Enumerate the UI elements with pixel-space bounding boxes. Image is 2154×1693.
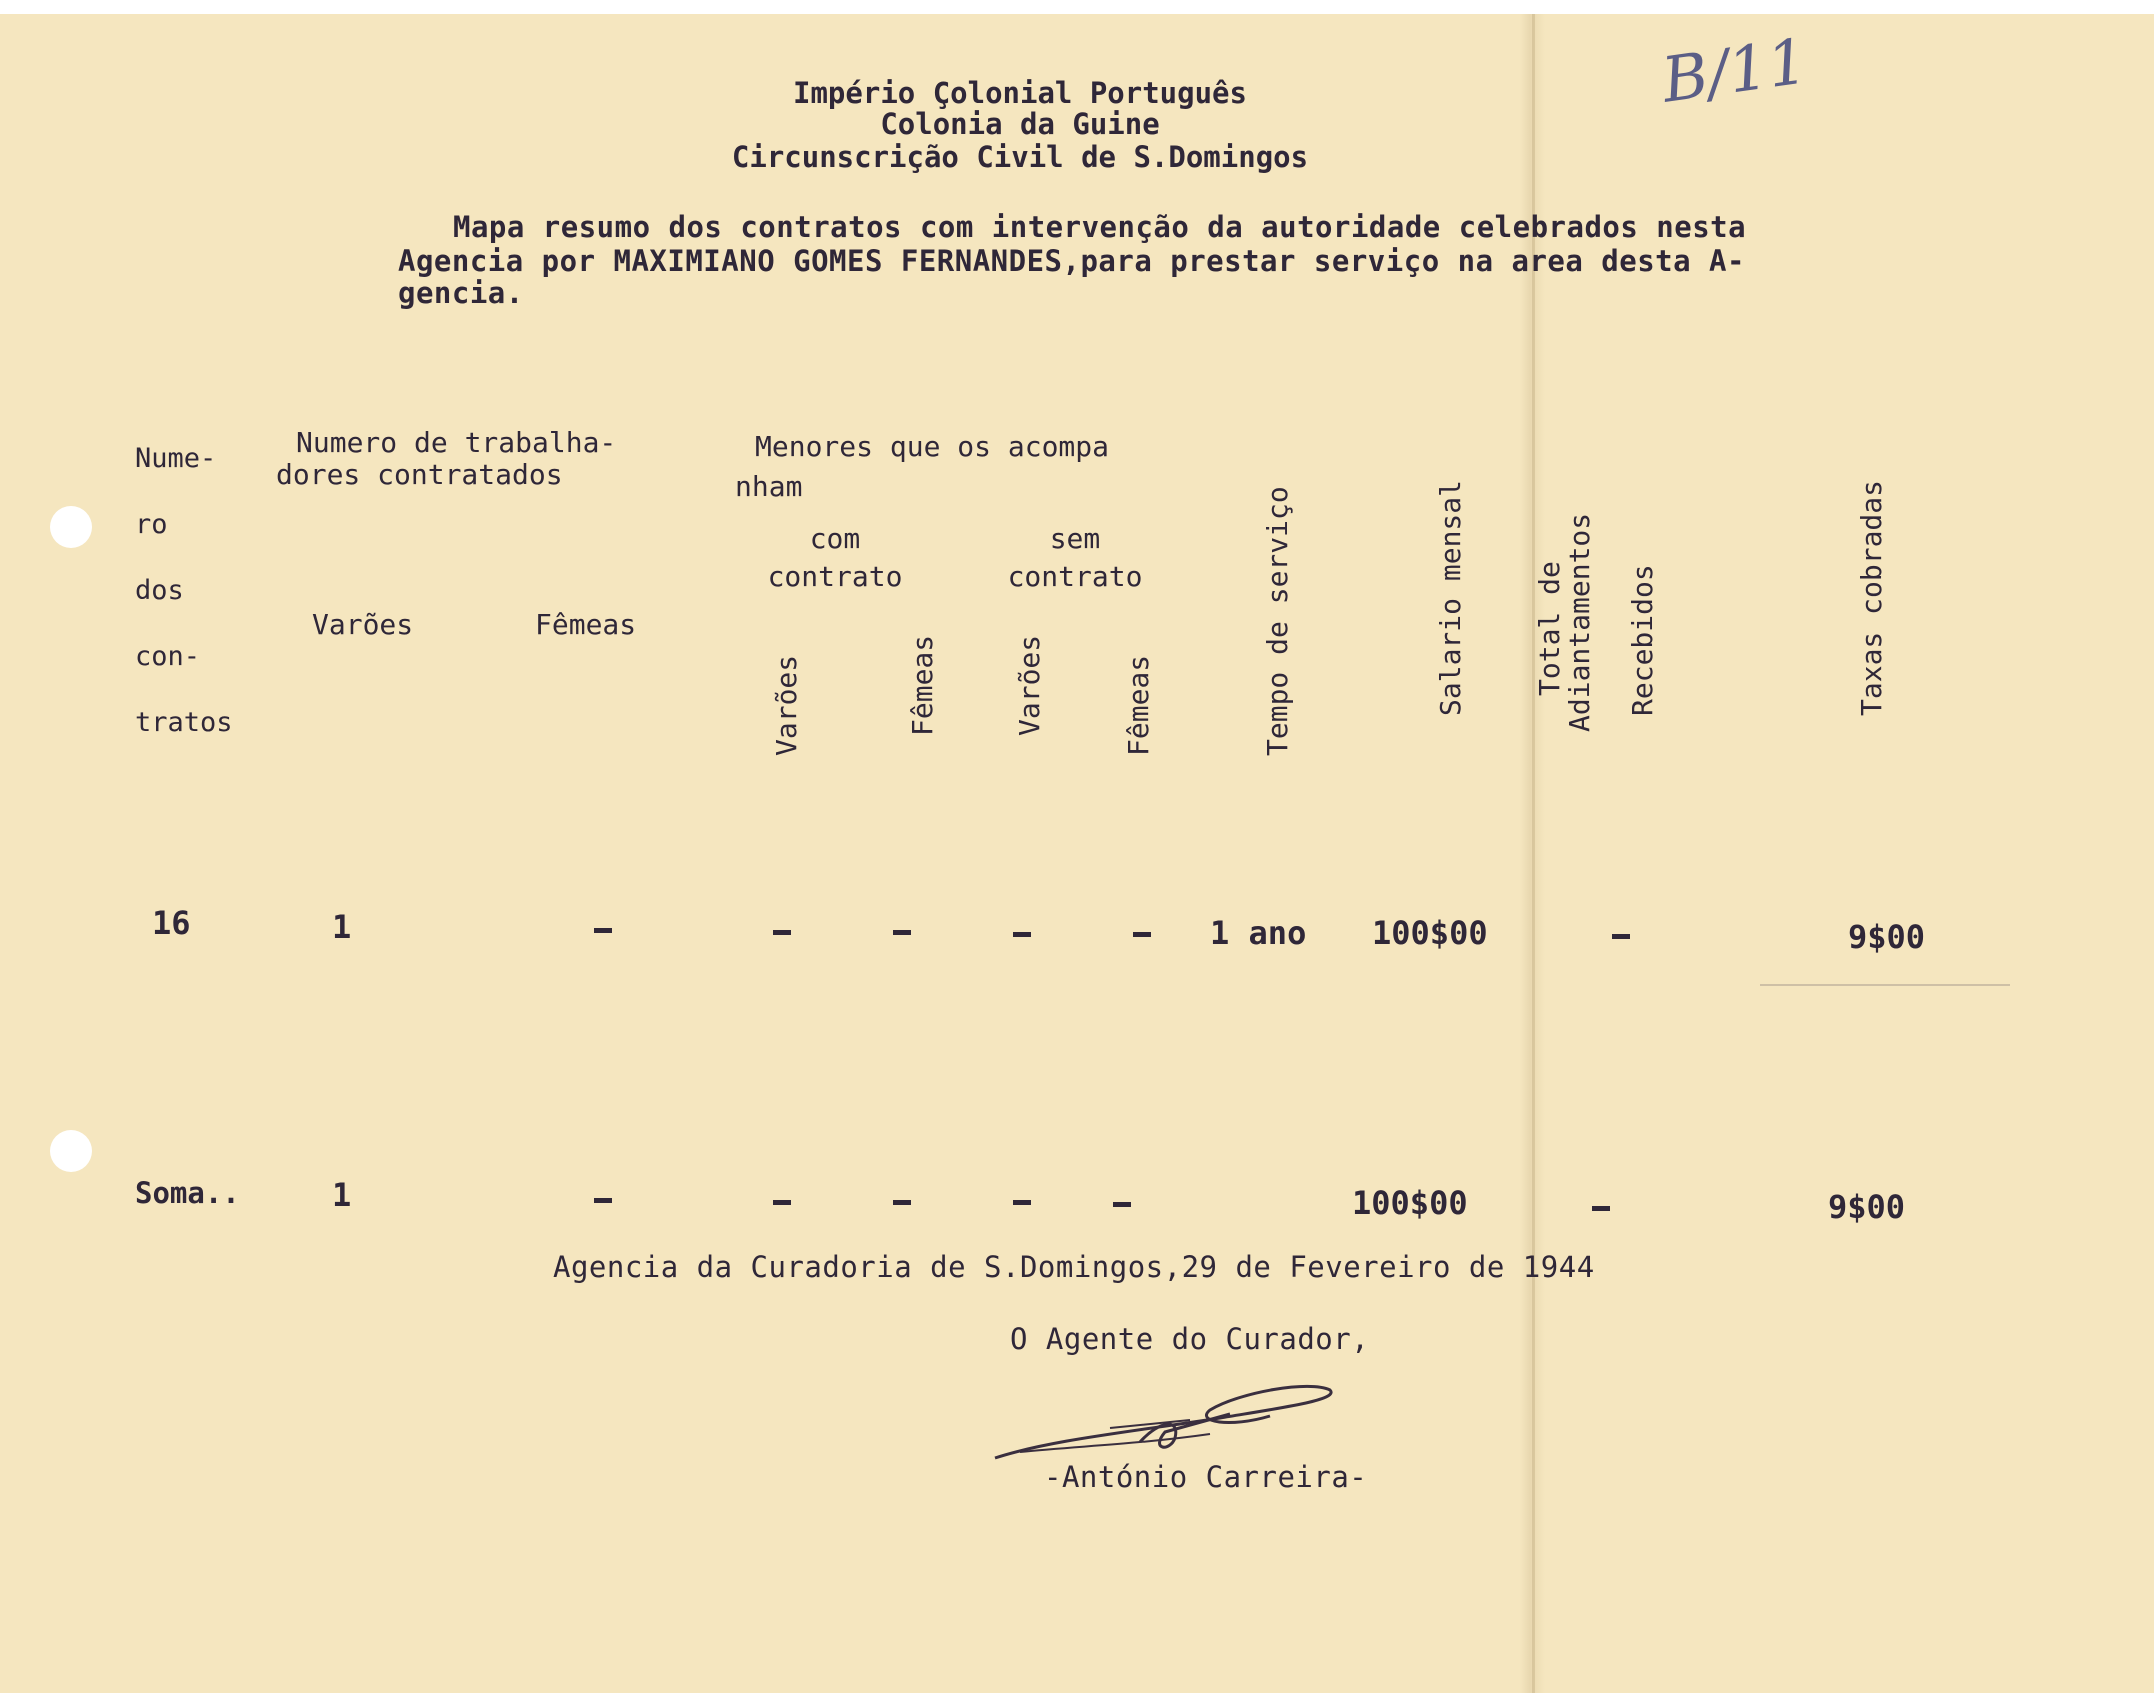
col-sem-femeas: Fêmeas (1122, 654, 1155, 756)
row-rule (1760, 984, 2010, 986)
row-sem-varoes-dash (1013, 932, 1031, 937)
sub-com-contrato-line-1: com (809, 522, 861, 555)
total-label: Soma.. (135, 1176, 240, 1210)
col-varoes: Varões (312, 608, 414, 641)
header-district: Circunscrição Civil de S.Domingos (731, 140, 1309, 174)
punch-hole-bottom (50, 1130, 92, 1172)
handwritten-note: B/11 (1657, 24, 1812, 117)
col-salario-mensal: Salario mensal (1434, 479, 1467, 716)
total-sem-femeas-dash (1113, 1202, 1131, 1207)
col-sem-varoes: Varões (1013, 634, 1046, 736)
col-adiantamentos-line-1: Total de (1533, 561, 1566, 696)
total-com-femeas-dash (893, 1200, 911, 1205)
total-varoes: 1 (332, 1176, 352, 1214)
col-tempo-servico: Tempo de serviço (1261, 486, 1294, 756)
punch-hole-top (50, 506, 92, 548)
col-com-femeas: Fêmeas (906, 634, 939, 736)
col-menores-line-2: nham (735, 470, 803, 503)
footer-name: -António Carreira- (1044, 1460, 1368, 1494)
sub-sem-contrato-line-1: sem (1049, 522, 1101, 555)
row-salario: 100$00 (1372, 914, 1488, 952)
row-femeas-dash (594, 928, 612, 933)
intro-line-1: Mapa resumo dos contratos com intervenção da autoridade celebrados nesta (453, 210, 1747, 244)
col-numero-line-2: ro (135, 509, 168, 540)
intro-line-2: Agencia por MAXIMIANO GOMES FERNANDES,para prestar serviço na area desta A- (398, 244, 1745, 278)
signature (990, 1380, 1350, 1470)
sub-com-contrato-line-2: contrato (767, 560, 903, 593)
row-varoes: 1 (332, 908, 352, 946)
row-adiantamentos-dash (1612, 934, 1630, 939)
header-empire: Império Çolonial Português (793, 76, 1247, 110)
col-trabalhadores-line-1: Numero de trabalha- (296, 426, 617, 459)
total-adiantamentos-dash (1592, 1206, 1610, 1211)
total-salario: 100$00 (1352, 1184, 1468, 1222)
col-numero-line-3: dos (135, 575, 184, 606)
col-recebidos: Recebidos (1626, 564, 1659, 716)
col-com-varoes: Varões (770, 654, 803, 756)
row-com-varoes-dash (773, 930, 791, 935)
footer-place-date: Agencia da Curadoria de S.Domingos,29 de Fevereiro de 1944 (553, 1250, 1595, 1284)
col-adiantamentos-line-2: Adiantamentos (1563, 512, 1596, 732)
sub-sem-contrato-line-2: contrato (1007, 560, 1143, 593)
col-femeas: Fêmeas (535, 608, 637, 641)
row-taxas: 9$00 (1848, 918, 1926, 956)
total-com-varoes-dash (773, 1200, 791, 1205)
col-menores-line-1: Menores que os acompa (755, 430, 1110, 463)
col-numero-line-4: con- (135, 641, 201, 672)
row-com-femeas-dash (893, 930, 911, 935)
row-tempo: 1 ano (1210, 914, 1307, 952)
col-numero-line-1: Nume- (135, 443, 217, 474)
col-taxas-cobradas: Taxas cobradas (1855, 479, 1888, 716)
header-colony: Colonia da Guine (880, 107, 1160, 141)
row-sem-femeas-dash (1133, 932, 1151, 937)
footer-role: O Agente do Curador, (1010, 1322, 1370, 1356)
intro-line-3: gencia. (398, 276, 524, 310)
total-sem-varoes-dash (1013, 1200, 1031, 1205)
row-numero: 16 (152, 904, 191, 942)
col-numero-line-5: tratos (135, 707, 233, 738)
total-taxas: 9$00 (1828, 1188, 1906, 1226)
total-femeas-dash (594, 1198, 612, 1203)
col-trabalhadores-line-2: dores contratados (276, 458, 563, 491)
